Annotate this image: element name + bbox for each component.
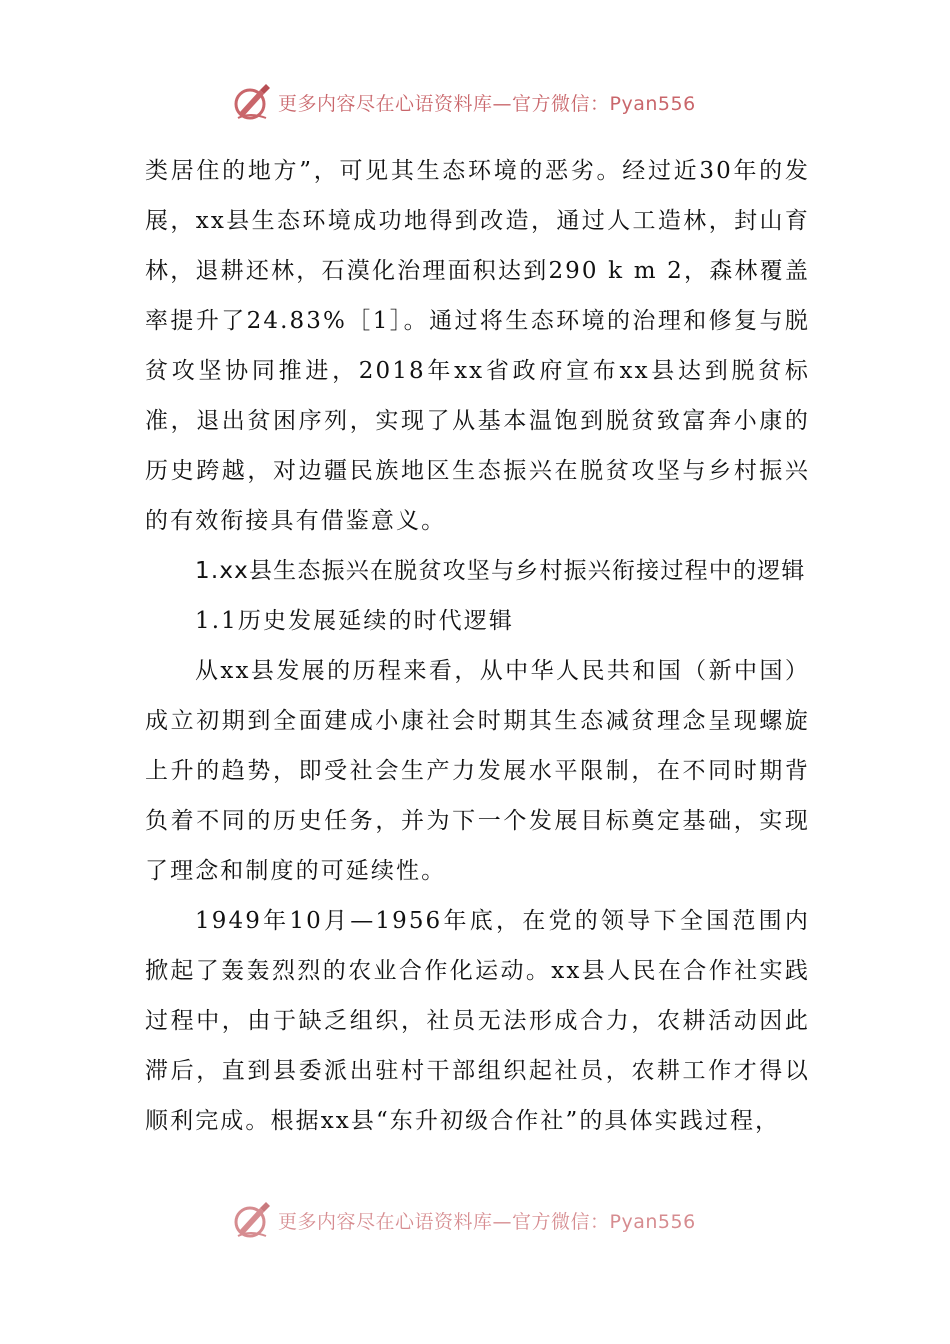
paragraph-intro: 类居住的地方”，可见其生态环境的恶劣。经过近30年的发展，xx县生态环境成功地得到改造，通过人工造林，封山育林，退耕还林，石漠化治理面积达到290 k m 2，森林覆盖率提升了24.83%［1］。通过将生态环境的治理和修复与脱贫攻坚协同推进，2018年xx省政府宣布xx县达到脱贫标准，退出贫困序列，实现了从基本温饱到脱贫致富奔小康的历史跨越，对边疆民族地区生态振兴在脱贫攻坚与乡村振兴的有效衔接具有借鉴意义。	[145, 158, 810, 534]
paragraph-history: 从xx县发展的历程来看，从中华人民共和国（新中国）成立初期到全面建成小康社会时期其生态减贫理念呈现螺旋上升的趋势，即受社会生产力发展水平限制，在不同时期背负着不同的历史任务，并为下一个发展目标奠定基础，实现了理念和制度的可延续性。	[145, 658, 810, 884]
pen-logo-icon	[230, 82, 272, 122]
watermark-header	[230, 82, 696, 122]
paragraph-1949: 1949年10月—1956年底，在党的领导下全国范围内掀起了轰轰烈烈的农业合作化运动。xx县人民在合作社实践过程中，由于缺乏组织，社员无法形成合力，农耕活动因此滞后，直到县委派出驻村干部组织起社员，农耕工作才得以顺利完成。根据xx县“东升初级合作社”的具体实践过程，	[145, 908, 810, 1134]
document-body	[145, 146, 810, 1146]
watermark-text: 更多内容尽在心语资料库—官方微信：Pyan556	[278, 1210, 696, 1233]
watermark-footer	[230, 1200, 696, 1240]
section-heading-1-1: 1.1历史发展延续的时代逻辑	[195, 608, 514, 634]
pen-logo-icon	[230, 1200, 272, 1240]
section-heading-1: 1.xx县生态振兴在脱贫攻坚与乡村振兴衔接过程中的逻辑	[195, 558, 806, 584]
watermark-text: 更多内容尽在心语资料库—官方微信：Pyan556	[278, 92, 696, 115]
